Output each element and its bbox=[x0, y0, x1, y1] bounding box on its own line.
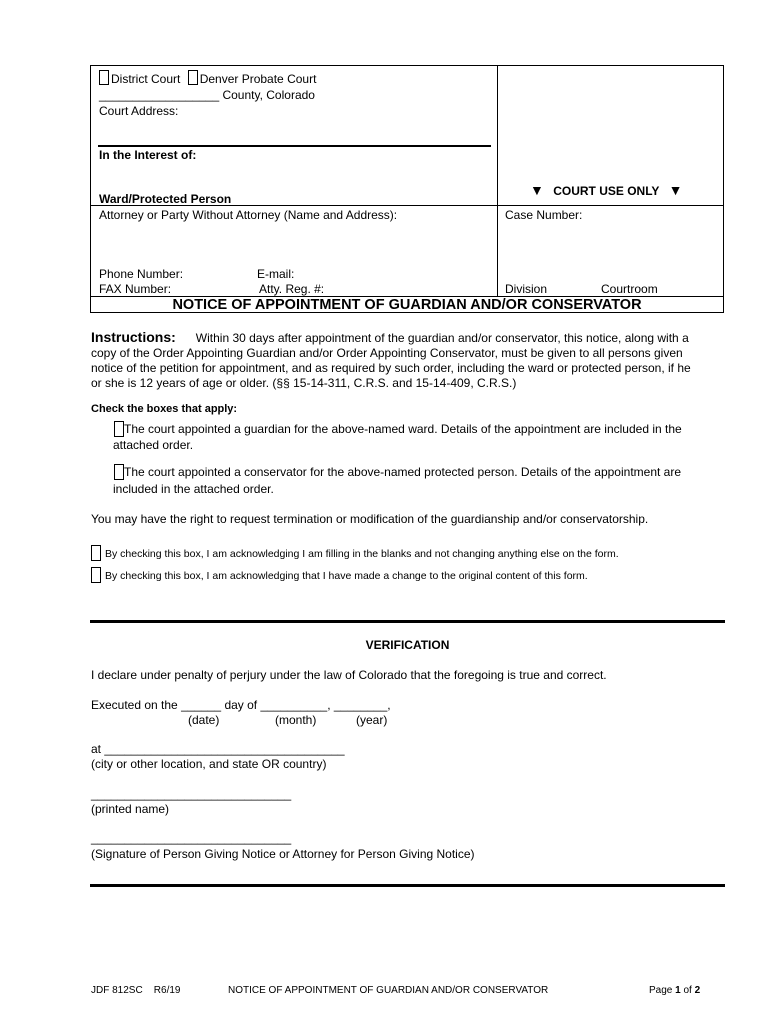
ack-no-change-checkbox[interactable] bbox=[91, 545, 101, 561]
date-caption: (date) bbox=[188, 713, 220, 727]
printed-name-caption: (printed name) bbox=[91, 802, 170, 816]
ack-change-checkbox[interactable] bbox=[91, 567, 101, 583]
option-conservator-line-2: included in the attached order. bbox=[113, 482, 274, 496]
district-court-label: District Court bbox=[111, 72, 181, 86]
executed-line[interactable]: Executed on the ______ day of __________, ________, bbox=[91, 698, 391, 712]
instructions-label: Instructions: bbox=[91, 329, 176, 345]
page-prefix: Page bbox=[649, 985, 676, 996]
instructions-line-1: Within 30 days after appointment of the guardian and/or conservator, this notice, along with a bbox=[195, 331, 689, 345]
case-number-label: Case Number: bbox=[505, 208, 583, 222]
check-heading: Check the boxes that apply: bbox=[91, 403, 238, 415]
court-use-only-label: COURT USE ONLY bbox=[553, 184, 660, 198]
option-conservator-line-1: The court appointed a conservator for the above-named protected person. Details of the appointment are bbox=[124, 465, 682, 479]
instructions-line-2: copy of the Order Appointing Guardian and/or Order Appointing Conservator, must be given to all persons given bbox=[91, 346, 683, 360]
option-guardian-line-2: attached order. bbox=[113, 438, 194, 452]
page-of: of bbox=[680, 985, 695, 996]
location-line[interactable]: at ____________________________________ bbox=[91, 742, 345, 756]
page-number: 1 bbox=[675, 985, 681, 996]
email-label: E-mail: bbox=[257, 267, 295, 281]
denver-probate-label: Denver Probate Court bbox=[199, 72, 317, 86]
conservator-checkbox[interactable] bbox=[114, 464, 124, 480]
verification-bottom-rule bbox=[90, 884, 725, 887]
year-caption: (year) bbox=[356, 713, 388, 727]
month-caption: (month) bbox=[275, 713, 317, 727]
fax-label: FAX Number: bbox=[99, 282, 172, 296]
instructions bbox=[91, 330, 731, 391]
down-triangle-icon: ▼ bbox=[668, 182, 683, 198]
district-court-checkbox[interactable] bbox=[99, 70, 109, 85]
court-use-divider bbox=[498, 205, 724, 206]
printed-name-line[interactable]: ______________________________ bbox=[91, 787, 292, 801]
atty-reg-label: Atty. Reg. #: bbox=[259, 282, 325, 296]
signature-caption: (Signature of Person Giving Notice or Attorney for Person Giving Notice) bbox=[91, 847, 475, 861]
rights-text: You may have the right to request termination or modification of the guardianship and/or conservatorship. bbox=[91, 512, 649, 526]
courtroom-label: Courtroom bbox=[601, 282, 658, 296]
guardian-checkbox[interactable] bbox=[114, 421, 124, 437]
signature-line[interactable]: ______________________________ bbox=[91, 831, 292, 845]
location-caption: (city or other location, and state OR country) bbox=[91, 757, 327, 771]
attorney-label: Attorney or Party Without Attorney (Name and Address): bbox=[99, 208, 398, 222]
court-type-row bbox=[99, 70, 316, 87]
page-total: 2 bbox=[694, 985, 701, 996]
footer-form-id: JDF 812SC R6/19 bbox=[91, 985, 181, 996]
footer-form-title: NOTICE OF APPOINTMENT OF GUARDIAN AND/OR CONSERVATOR bbox=[228, 985, 549, 996]
court-address-label: Court Address: bbox=[99, 104, 179, 118]
footer-page bbox=[649, 985, 700, 996]
verification-heading: VERIFICATION bbox=[365, 638, 450, 652]
caption-divider bbox=[497, 65, 498, 297]
instructions-line-3: notice of the petition for appointment, and as required by such order, including the ward or protected person, if he bbox=[91, 361, 691, 375]
option-guardian-line-1: The court appointed a guardian for the above-named ward. Details of the appointment are included in the bbox=[124, 422, 682, 436]
verification-top-rule bbox=[90, 620, 725, 623]
denver-probate-checkbox[interactable] bbox=[188, 70, 198, 85]
court-use-only-row bbox=[530, 181, 682, 200]
down-triangle-icon: ▼ bbox=[530, 182, 544, 198]
form-title: NOTICE OF APPOINTMENT OF GUARDIAN AND/OR CONSERVATOR bbox=[172, 297, 642, 313]
county-line[interactable]: __________________ County, Colorado bbox=[99, 88, 315, 102]
in-interest-label: In the Interest of: bbox=[99, 148, 197, 162]
division-label: Division bbox=[505, 282, 548, 296]
declaration-text: I declare under penalty of perjury under the law of Colorado that the foregoing is true and correct. bbox=[91, 668, 607, 682]
ack-no-change-text: By checking this box, I am acknowledging I am filling in the blanks and not changing anything else on the form. bbox=[105, 548, 619, 560]
ack-change-text: By checking this box, I am acknowledging that I have made a change to the original content of this form. bbox=[105, 570, 588, 582]
ward-label: Ward/Protected Person bbox=[99, 192, 232, 206]
phone-label: Phone Number: bbox=[99, 267, 184, 281]
instructions-line-4: or she is 12 years of age or older. (§§ 15-14-311, C.R.S. and 15-14-409, C.R.S.) bbox=[91, 376, 517, 390]
